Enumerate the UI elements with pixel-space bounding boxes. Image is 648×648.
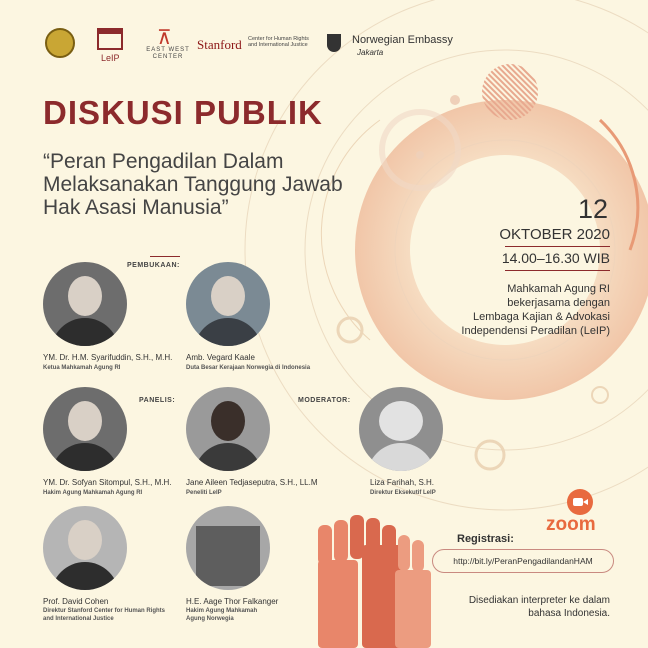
speaker-name: YM. Dr. H.M. Syarifuddin, S.H., M.H. bbox=[43, 353, 173, 362]
norway-city-text: Jakarta bbox=[357, 48, 384, 57]
eastwest-logo-text: EAST WEST CENTER bbox=[146, 47, 190, 60]
role-moderator: MODERATOR: bbox=[298, 397, 351, 404]
speaker-name: Liza Farihah, S.H. bbox=[370, 478, 435, 487]
eastwest-logo-icon: ⊼ bbox=[157, 27, 172, 49]
zoom-logo-text: zoom bbox=[546, 514, 596, 535]
speaker-photo bbox=[43, 262, 127, 346]
speaker-photo bbox=[359, 387, 443, 471]
interpreter-note: Disediakan interpreter ke dalam bahasa Indonesia. bbox=[468, 595, 610, 619]
divider bbox=[505, 246, 610, 247]
raised-fists-illustration bbox=[318, 515, 431, 648]
event-time: 14.00–16.30 WIB bbox=[501, 250, 610, 266]
leip-logo-text: LeIP bbox=[101, 53, 120, 63]
speaker-photo bbox=[186, 387, 270, 471]
supreme-court-logo bbox=[45, 28, 75, 58]
stanford-center-text: Center for Human Rights and International Justice bbox=[248, 36, 309, 49]
speaker-title: Hakim Agung Mahkamah Agung Norwegia bbox=[186, 608, 258, 622]
speaker-title: Ketua Mahkamah Agung RI bbox=[43, 365, 121, 371]
page-title: DISKUSI PUBLIK bbox=[43, 94, 323, 131]
event-day: 12 bbox=[577, 194, 608, 224]
speaker-name: Jane Aileen Tedjaseputra, S.H., LL.M bbox=[186, 478, 318, 487]
speaker-title: Direktur Eksekutif LeIP bbox=[370, 490, 436, 496]
divider bbox=[150, 256, 180, 257]
leip-logo-icon bbox=[97, 28, 123, 50]
event-month-year: OKTOBER 2020 bbox=[499, 226, 610, 243]
event-subtitle: “Peran Pengadilan Dalam Melaksanakan Tanggung Jawab Hak Asasi Manusia” bbox=[43, 150, 343, 219]
collaboration-text: Mahkamah Agung RI bekerjasama dengan Lembaga Kajian & Advokasi Independensi Peradilan (LeIP) bbox=[461, 283, 610, 337]
speaker-name: YM. Dr. Sofyan Sitompul, S.H., M.H. bbox=[43, 478, 172, 487]
role-opening: PEMBUKAAN: bbox=[127, 262, 180, 269]
stanford-logo-text: Stanford bbox=[197, 37, 242, 52]
speaker-photo bbox=[43, 506, 127, 590]
norway-embassy-text: Norwegian Embassy bbox=[352, 34, 453, 46]
registration-label: Registrasi: bbox=[457, 533, 514, 545]
role-panelists: PANELIS: bbox=[139, 397, 176, 404]
zoom-icon bbox=[567, 489, 593, 515]
divider bbox=[505, 270, 610, 271]
speaker-photo bbox=[186, 506, 270, 590]
speaker-photo bbox=[43, 387, 127, 471]
registration-link[interactable]: http://bit.ly/PeranPengadilandanHAM bbox=[432, 549, 614, 573]
norway-crest-icon bbox=[327, 34, 341, 52]
speaker-name: Amb. Vegard Kaale bbox=[186, 353, 255, 362]
speaker-photo bbox=[186, 262, 270, 346]
speaker-title: Peneliti LeIP bbox=[186, 490, 222, 496]
speaker-title: Duta Besar Kerajaan Norwegia di Indonesia bbox=[186, 365, 311, 371]
speaker-title: Direktur Stanford Center for Human Rights and International Justice bbox=[43, 608, 166, 622]
speaker-name: H.E. Aage Thor Falkanger bbox=[186, 597, 279, 606]
speaker-name: Prof. David Cohen bbox=[43, 597, 109, 606]
speaker-title: Hakim Agung Mahkamah Agung RI bbox=[43, 490, 143, 496]
